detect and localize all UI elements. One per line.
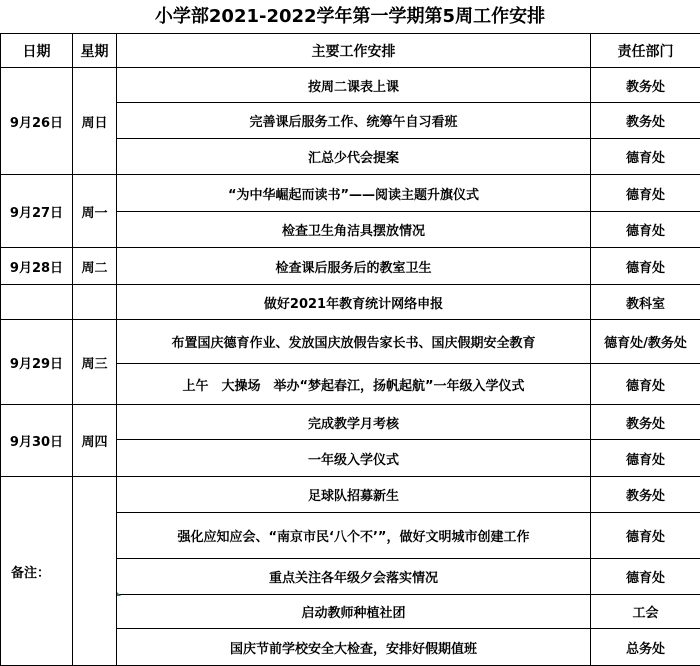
task-cell: 做好2021年教育统计网络申报: [117, 285, 591, 320]
page-title: 小学部2021-2022学年第一学期第5周工作安排: [0, 0, 700, 33]
date-cell: 9月30日: [1, 405, 73, 477]
notes-label: 备注：: [1, 477, 73, 666]
table-row: [1, 477, 700, 513]
date-cell: 9月28日: [1, 248, 73, 285]
table-row: [1, 285, 700, 320]
task-cell: 一年级入学仪式: [117, 440, 591, 477]
task-cell: 强化应知应会、“南京市民‘八个不’”，做好文明城市创建工作: [117, 513, 591, 559]
dept-cell: 工会: [591, 595, 700, 629]
table-row: [1, 320, 700, 364]
task-cell: 检查卫生角洁具摆放情况: [117, 212, 591, 248]
weekday-cell: 周日: [73, 68, 117, 175]
header-task: 主要工作安排: [117, 34, 591, 68]
dept-cell: 德育处: [591, 175, 700, 212]
dept-cell: 教务处: [591, 68, 700, 103]
dept-cell: 教务处: [591, 477, 700, 513]
dept-cell: 总务处: [591, 629, 700, 666]
dept-cell: 德育处: [591, 440, 700, 477]
task-cell: 汇总少代会提案: [117, 139, 591, 175]
dept-cell: 教务处: [591, 405, 700, 440]
weekday-cell: 周四: [73, 405, 117, 477]
task-cell: 重点关注各年级夕会落实情况: [117, 559, 591, 595]
dept-cell: 德育处: [591, 248, 700, 285]
dept-cell: 教科室: [591, 285, 700, 320]
dept-cell: 德育处: [591, 364, 700, 405]
empty-weekday-cell: [73, 477, 117, 666]
dept-cell: 德育处: [591, 139, 700, 175]
task-cell: 足球队招募新生: [117, 477, 591, 513]
header-dept: 责任部门: [591, 34, 700, 68]
task-cell: 国庆节前学校安全大检查，安排好假期值班: [117, 629, 591, 666]
table-row: [1, 248, 700, 285]
table-row: [1, 175, 700, 212]
header-weekday: 星期: [73, 34, 117, 68]
table-row: [1, 405, 700, 440]
weekday-cell: 周二: [73, 248, 117, 285]
task-cell: 完成教学月考核: [117, 405, 591, 440]
date-cell: 9月29日: [1, 320, 73, 405]
dept-cell: 德育处: [591, 212, 700, 248]
task-cell: 按周二课表上课: [117, 68, 591, 103]
task-cell: 上午 大操场 举办“梦起春江，扬帆起航”一年级入学仪式: [117, 364, 591, 405]
table-header-row: [1, 34, 700, 68]
task-cell: 完善课后服务工作、统筹午自习看班: [117, 103, 591, 139]
dept-cell: 德育处/教务处: [591, 320, 700, 364]
table-row: [1, 68, 700, 103]
empty-date-cell: [1, 285, 73, 320]
date-cell: 9月27日: [1, 175, 73, 248]
task-cell: 启动教师种植社团: [117, 595, 591, 629]
empty-weekday-cell: [73, 285, 117, 320]
task-cell: “为中华崛起而读书”——阅读主题升旗仪式: [117, 175, 591, 212]
header-date: 日期: [1, 34, 73, 68]
schedule-table: [0, 33, 700, 666]
comment-indicator-mark: [117, 592, 121, 596]
weekday-cell: 周三: [73, 320, 117, 405]
dept-cell: 德育处: [591, 559, 700, 595]
task-cell: 布置国庆德育作业、发放国庆放假告家长书、国庆假期安全教育: [117, 320, 591, 364]
date-cell: 9月26日: [1, 68, 73, 175]
dept-cell: 德育处: [591, 513, 700, 559]
dept-cell: 教务处: [591, 103, 700, 139]
weekday-cell: 周一: [73, 175, 117, 248]
task-cell: 检查课后服务后的教室卫生: [117, 248, 591, 285]
